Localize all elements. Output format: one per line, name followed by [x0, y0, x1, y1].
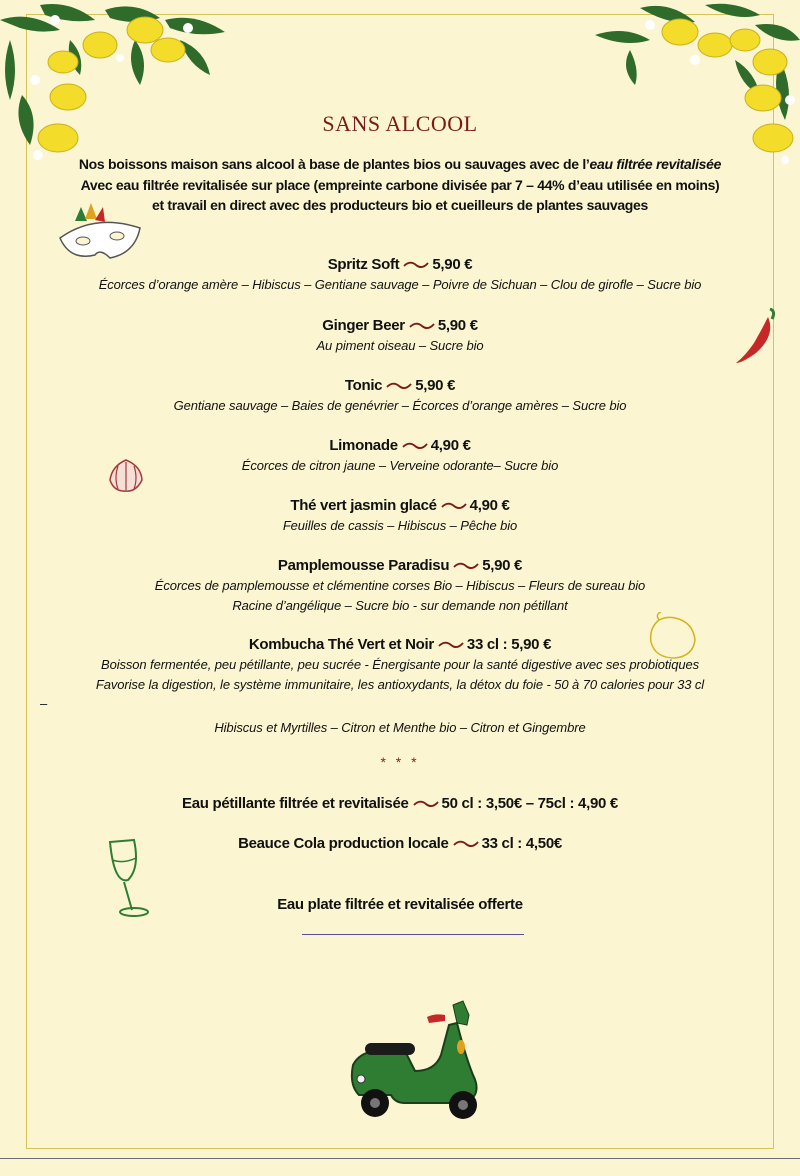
scooter-icon [345, 995, 495, 1123]
item-name: Ginger Beer [322, 317, 405, 334]
section-separator: * * * [380, 754, 420, 770]
item-price: 33 cl : 4,50€ [481, 835, 562, 852]
item-description: Gentiane sauvage – Baies de genévrier – Écorces d’orange amères – Sucre bio [173, 398, 627, 413]
item-price: 4,90 € [430, 437, 471, 454]
menu-extra-item [40, 834, 760, 854]
intro-line-1-emphasis: eau filtrée revitalisée [589, 156, 722, 172]
item-description: Racine d’angélique – Sucre bio - sur demande non pétillant [232, 597, 568, 613]
item-price: 4,90 € [469, 497, 510, 514]
intro-text [40, 154, 760, 216]
item-description: Au piment oiseau – Sucre bio [316, 338, 484, 353]
item-name: Beauce Cola production locale [238, 835, 449, 852]
menu-item [40, 556, 760, 615]
menu-item [40, 635, 760, 737]
item-name: Limonade [329, 437, 398, 454]
item-price: 5,90 € [437, 317, 478, 334]
lemon-branch-icon [595, 0, 800, 180]
menu-item [40, 316, 760, 356]
item-description: Feuilles de cassis – Hibiscus – Pêche bio [282, 518, 518, 533]
tilde-swash-icon [441, 501, 467, 511]
intro-line-3: et travail en direct avec des producteurs bio et cueilleurs de plantes sauvages [151, 197, 649, 213]
menu-item [40, 376, 760, 416]
item-name: Kombucha Thé Vert et Noir [248, 636, 434, 653]
item-description: Écorces de pamplemousse et clémentine corses Bio – Hibiscus – Fleurs de sureau bio [154, 578, 646, 593]
tilde-swash-icon [413, 799, 439, 809]
intro-line-1: Nos boissons maison sans alcool à base de plantes bios ou sauvages avec de l’ [78, 156, 590, 172]
item-price: 5,90 € [415, 377, 456, 394]
item-description: Hibiscus et Myrtilles – Citron et Menthe bio – Citron et Gingembre [214, 719, 586, 735]
tilde-swash-icon [409, 321, 435, 331]
item-price: 5,90 € [432, 256, 473, 273]
tilde-swash-icon [386, 381, 412, 391]
intro-line-2: Avec eau filtrée revitalisée sur place (empreinte carbone divisée par 7 – 44% d’eau utilisée en moins) [80, 176, 720, 193]
item-description: Boisson fermentée, peu pétillante, peu sucrée - Énergisante pour la santé digestive avec ses probiotiques [101, 657, 699, 672]
item-description: – [40, 696, 48, 711]
item-price: 5,90 € [482, 557, 523, 574]
footer-note [40, 895, 760, 915]
item-name: Thé vert jasmin glacé [290, 497, 437, 514]
tilde-swash-icon [402, 441, 428, 451]
tilde-swash-icon [438, 640, 464, 650]
tilde-swash-icon [403, 260, 429, 270]
menu-item [40, 496, 760, 536]
menu-item [40, 436, 760, 476]
item-price: 33 cl : 5,90 € [466, 636, 552, 653]
footer-note-text: Eau plate filtrée et revitalisée offerte [277, 896, 523, 913]
item-description: Écorces de citron jaune – Verveine odorante– Sucre bio [241, 458, 559, 473]
item-name: Eau pétillante filtrée et revitalisée [182, 795, 409, 812]
menu-item [40, 255, 760, 295]
item-price: 50 cl : 3,50€ – 75cl : 4,90 € [441, 795, 618, 812]
item-name: Tonic [344, 377, 383, 394]
menu-extra-item [40, 794, 760, 814]
bottom-edge [0, 1158, 800, 1176]
item-description: Favorise la digestion, le système immunitaire, les antioxydants, la détox du foie - 50 à 70 calories pour 33 cl [95, 676, 705, 692]
tilde-swash-icon [453, 839, 479, 849]
page-title: SANS ALCOOL [322, 111, 478, 136]
item-description: Écorces d’orange amère – Hibiscus – Gentiane sauvage – Poivre de Sichuan – Clou de girofle – Sucre bio [98, 277, 702, 292]
item-name: Pamplemousse Paradisu [277, 557, 450, 574]
item-name: Spritz Soft [327, 256, 400, 273]
tilde-swash-icon [453, 561, 479, 571]
lemon-branch-icon [0, 0, 240, 180]
divider [302, 934, 524, 935]
